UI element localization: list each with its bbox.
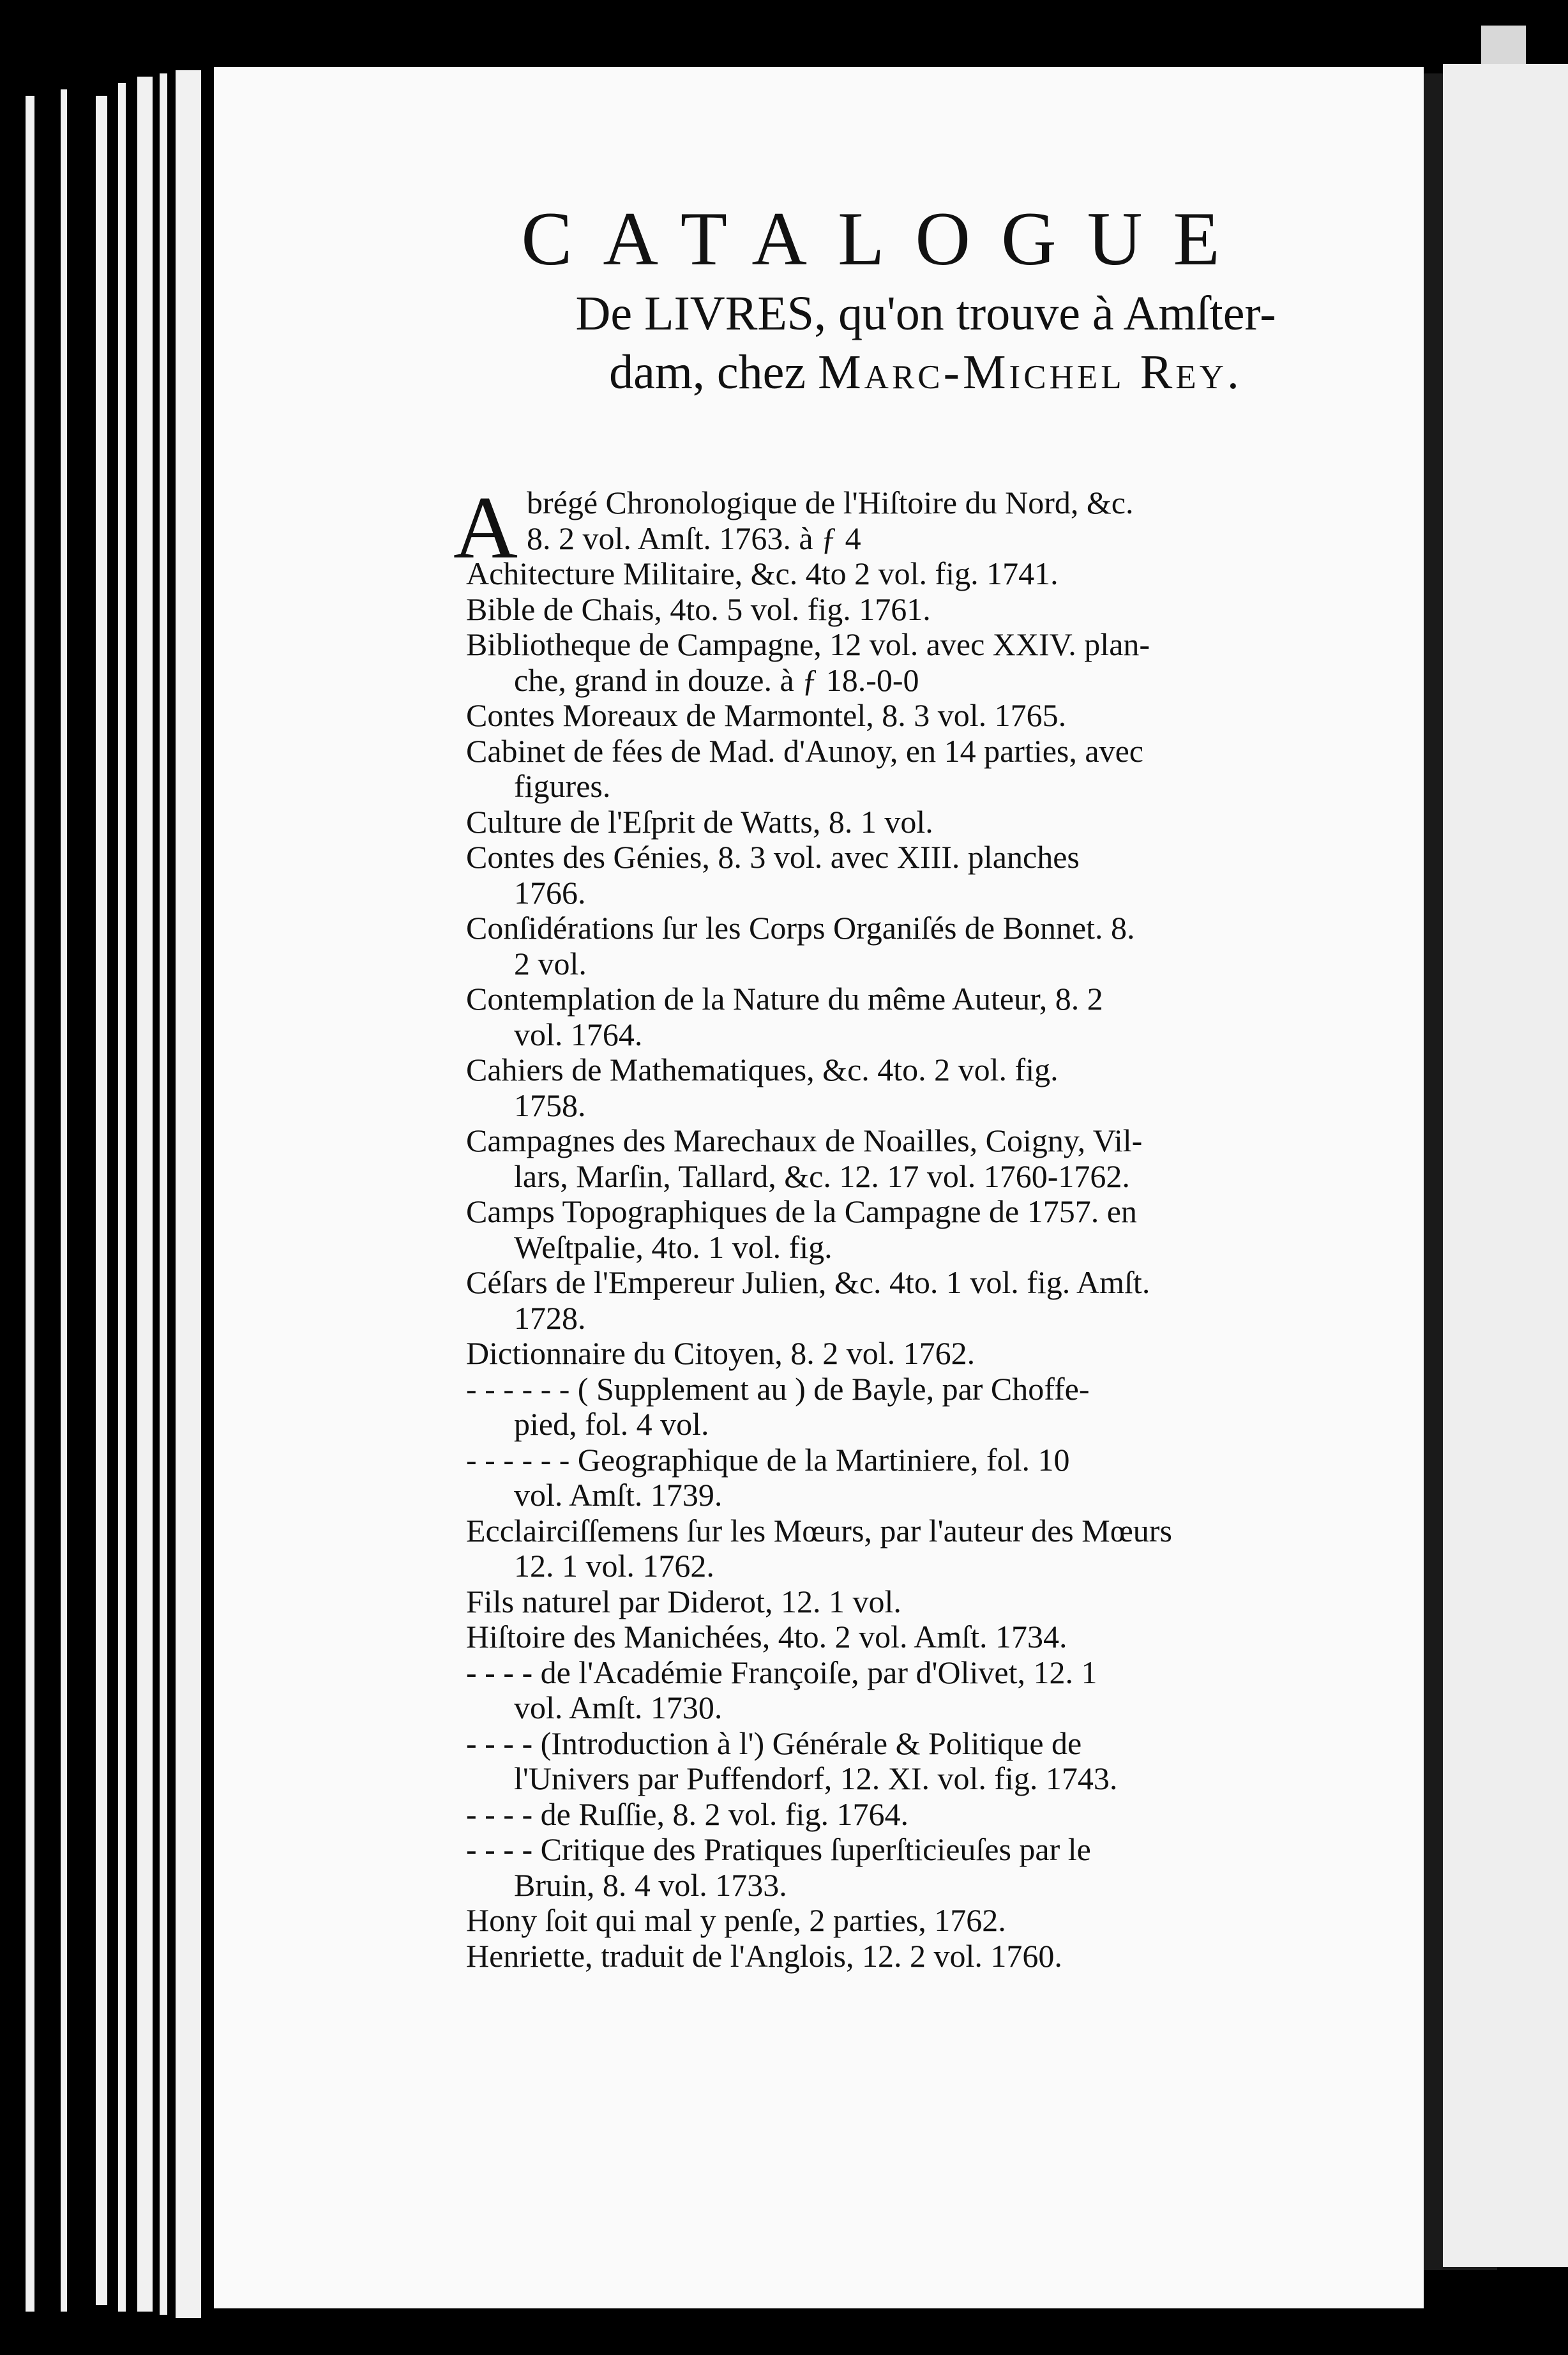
page-edge (137, 77, 153, 2312)
catalogue-page (214, 67, 1424, 2308)
page-edge (176, 70, 201, 2318)
entry-line: 2 vol. (514, 945, 587, 981)
drop-cap: A (453, 478, 518, 577)
entry-line: Bruin, 8. 4 vol. 1733. (514, 1867, 787, 1903)
entry-line: Cabinet de fées de Mad. d'Aunoy, en 14 parties, avec (466, 732, 1143, 769)
entry-line: - - - - de l'Académie Françoiſe, par d'Olivet, 12. 1 (466, 1654, 1097, 1690)
entry-line: lars, Marſin, Tallard, &c. 12. 17 vol. 1760-1762. (514, 1158, 1130, 1194)
entry-line: Contes Moreaux de Marmontel, 8. 3 vol. 1765. (466, 697, 1067, 733)
subtitle-line-2 (463, 343, 1389, 402)
subtitle-prefix: dam, chez (609, 345, 818, 399)
entry-line: vol. 1764. (514, 1016, 643, 1052)
entry-line: Culture de l'Eſprit de Watts, 8. 1 vol. (466, 803, 933, 840)
entry-line: vol. Amſt. 1730. (514, 1690, 723, 1725)
entry-line: Ecclairciſſemens ſur les Mœurs, par l'auteur des Mœurs (466, 1512, 1172, 1549)
entry-line: Weſtpalie, 4to. 1 vol. fig. (514, 1229, 833, 1265)
entry-line: Contemplation de la Nature du même Auteur, 8. 2 (466, 981, 1103, 1017)
page-subtitle (463, 284, 1389, 402)
entry-line: Camps Topographiques de la Campagne de 1757. en (466, 1193, 1137, 1229)
subtitle-line-1: De LIVRES, qu'on trouve à Amſter- (575, 287, 1276, 340)
entry-line: Contes des Génies, 8. 3 vol. avec XIII. planches (466, 839, 1080, 875)
catalogue-entries (453, 478, 1405, 1974)
entry-line: Bibliotheque de Campagne, 12 vol. avec XXIV. plan- (466, 626, 1150, 662)
entry-line: - - - - de Ruſſie, 8. 2 vol. fig. 1764. (466, 1796, 908, 1832)
entry-line: pied, fol. 4 vol. (514, 1406, 709, 1442)
entry-line: - - - - - - ( Supplement au ) de Bayle, par Choffe- (466, 1370, 1090, 1407)
page-title: CATALOGUE (521, 196, 1251, 281)
entry-line: Dictionnaire du Citoyen, 8. 2 vol. 1762. (466, 1335, 976, 1371)
entry-line: - - - - - - Geographique de la Martiniere, fol. 10 (466, 1441, 1070, 1478)
publisher-name: Marc-Michel Rey. (818, 345, 1242, 399)
entry-text: brégé Chronologique de l'Hiſtoire du Nord, &c. (527, 485, 1134, 520)
entry-line: Fils naturel par Diderot, 12. 1 vol. (466, 1583, 901, 1619)
entry-line: 8. 2 vol. Amſt. 1763. à ƒ 4 (527, 520, 861, 556)
entry-line: Cahiers de Mathematiques, &c. 4to. 2 vol. fig. (466, 1052, 1059, 1087)
entry-line: Hiſtoire des Manichées, 4to. 2 vol. Amſt. 1734. (466, 1619, 1067, 1655)
facing-page (1443, 64, 1568, 2267)
entry-line: Campagnes des Marechaux de Noailles, Coigny, Vil- (466, 1123, 1143, 1158)
entry-line: 1728. (514, 1299, 586, 1336)
entry-line: Céſars de l'Empereur Julien, &c. 4to. 1 vol. fig. Amſt. (466, 1264, 1150, 1300)
entry-line: figures. (514, 768, 611, 804)
entry-line: che, grand in douze. à ƒ 18.-0-0 (514, 662, 919, 698)
entry-line: 12. 1 vol. 1762. (514, 1548, 714, 1584)
entry-line: Achitecture Militaire, &c. 4to 2 vol. fig. 1741. (466, 556, 1059, 591)
entry-line: 1766. (514, 874, 586, 911)
entry-line: Conſidérations ſur les Corps Organiſés de Bonnet. 8. (466, 910, 1135, 946)
entry-line: Hony ſoit qui mal y penſe, 2 parties, 1762. (466, 1902, 1006, 1938)
entry-line: - - - - Critique des Pratiques ſuperſticieuſes par le (466, 1831, 1091, 1867)
entry-line: vol. Amſt. 1739. (514, 1477, 723, 1513)
page-edge (160, 73, 167, 2315)
page-edge (26, 96, 34, 2312)
entry-line: 1758. (514, 1087, 586, 1123)
entry-line: Bible de Chais, 4to. 5 vol. fig. 1761. (466, 591, 931, 627)
entry-line: - - - - (Introduction à l') Générale & Politique de (466, 1725, 1082, 1761)
page-edge (96, 96, 107, 2305)
page-edge (118, 83, 126, 2312)
entry-line: Henriette, traduit de l'Anglois, 12. 2 vol. 1760. (466, 1937, 1062, 1974)
page-edge (61, 89, 67, 2312)
entry-line: l'Univers par Puffendorf, 12. XI. vol. fig. 1743. (514, 1761, 1118, 1796)
